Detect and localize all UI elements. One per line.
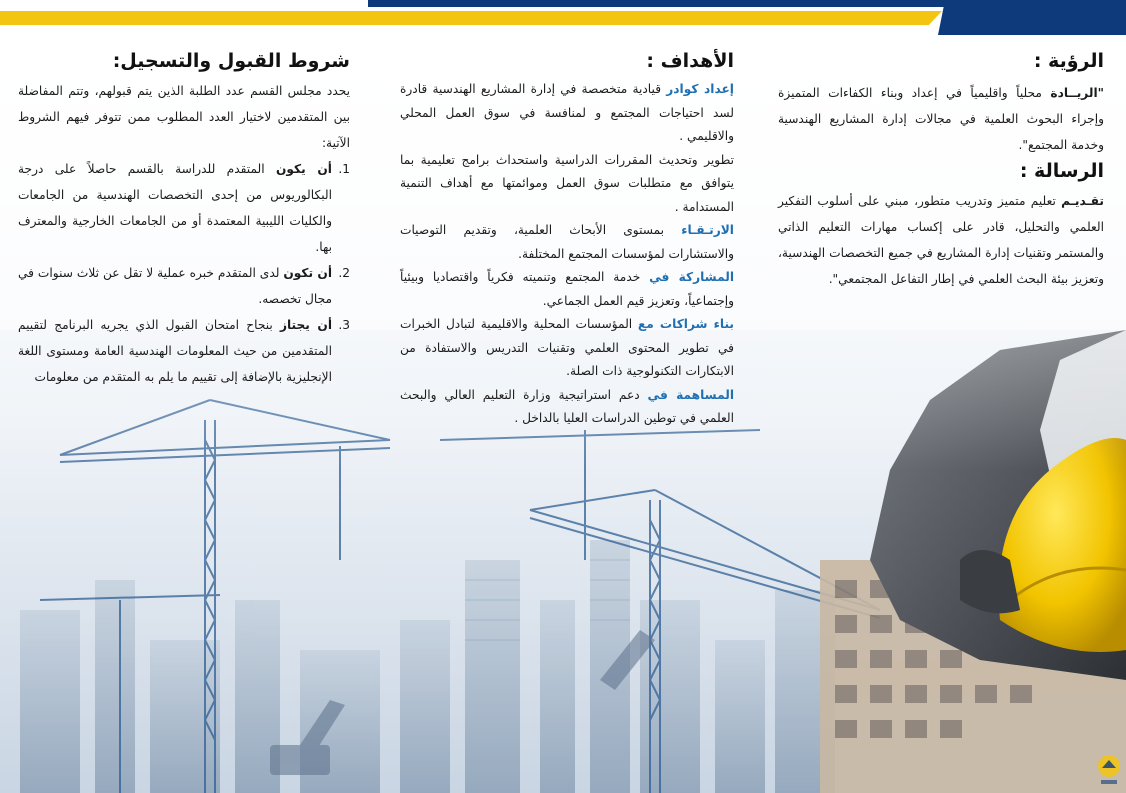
- goal-item: [400, 313, 734, 384]
- goals-heading: الأهداف :: [646, 50, 734, 72]
- goal-item: [400, 149, 734, 220]
- vision-lead: "الريــادة: [1050, 86, 1104, 100]
- admission-intro: يحدد مجلس القسم عدد الطلبة الذين يتم قبولهم، وتتم المفاضلة بين المتقدمين لاختيار العدد المطلوب ممن تتوفر فيهم الشروط الآتية:: [18, 84, 350, 150]
- condition-body: لدى المتقدم خبره عملية لا تقل عن ثلاث سنوات في مجال تخصصه.: [18, 266, 332, 306]
- goal-item: [400, 219, 734, 266]
- goal-body: خدمة المجتمع وتنميته فكرياً واقتصاديا وبيئياً وإجتماعياً، وتعزيز قيم العمل الجماعي.: [400, 270, 734, 308]
- university-logo-icon: [1094, 752, 1124, 788]
- condition-item: [18, 156, 350, 260]
- goal-lead: بناء شراكات مع: [637, 317, 734, 331]
- goals-column: [400, 48, 734, 431]
- condition-item: [18, 260, 350, 312]
- top-navy-corner: [938, 7, 1126, 35]
- vision-body: محلياً واقليمياً في إعداد وبناء الكفاءات المتميزة وإجراء البحوث العلمية في مجالات إدارة المشاريع الهندسية وخدمة المجتمع".: [778, 86, 1104, 152]
- goal-item: [400, 384, 734, 431]
- mission-body: تعليم متميز وتدريب متطور، مبني على أسلوب التفكير العلمي والتحليل، قادر على إكساب مهارات التعليم الذاتي والمستمر وتقنيات إدارة المشاريع في جميع التخصصات الهندسية، وتعزيز بيئة البحث العلمي في إطار التفاعل المجتمعي".: [778, 194, 1104, 286]
- condition-number: 2.: [338, 266, 350, 280]
- goal-body: دعم استراتيجية وزارة التعليم العالي والبحث العلمي في توطين الدراسات العليا بالداخل .: [400, 387, 734, 425]
- top-navy-bar: [368, 0, 1126, 7]
- condition-text: [18, 312, 332, 390]
- condition-item: [18, 312, 350, 390]
- condition-lead: أن يكون: [275, 162, 332, 176]
- goal-lead: المساهمة في: [647, 387, 735, 402]
- goal-body: المؤسسات المحلية والاقليمية لتبادل الخبرات في تطوير المحتوى العلمي وتقنيات التدريس والاستفادة من الابتكارات التكنولوجية ذات الصلة.: [400, 317, 734, 378]
- goal-lead: الارتـقـاء: [681, 223, 734, 237]
- mission-lead: تقـديـم: [1061, 194, 1104, 208]
- vision-text: [778, 80, 1104, 158]
- vision-heading: الرؤية :: [1033, 50, 1104, 72]
- condition-number: 1.: [338, 162, 350, 176]
- goal-body: تطوير وتحديث المقررات الدراسية واستحداث برامج تعليمية بما يتوافق مع متطلبات سوق العمل وموائمتها مع أهداف التنمية المستدامة .: [400, 152, 734, 214]
- condition-text: [18, 156, 332, 260]
- goal-item: [400, 78, 734, 149]
- mission-heading: الرسالة :: [1019, 160, 1104, 182]
- condition-text: [18, 260, 332, 312]
- condition-number: 3.: [338, 318, 350, 332]
- condition-body: بنجاح امتحان القبول الذي يجريه البرنامج لتقييم المتقدمين من حيث المعلومات الهندسية العامة ومستوى اللغة الإنجليزية بالإضافة إلى تقييم ما يلم به المتقدم من معلومات: [18, 318, 332, 384]
- admission-column: [18, 48, 350, 390]
- condition-lead: أن يجتاز: [279, 318, 333, 332]
- goal-lead: المشاركة في: [649, 270, 734, 284]
- goal-lead: إعداد كوادر: [666, 82, 734, 96]
- goal-body: بمستوى الأبحاث العلمية، وتقديم التوصيات والاستشارات لمؤسسات المجتمع المختلفة.: [400, 223, 734, 261]
- goal-body: قيادية متخصصة في إدارة المشاريع الهندسية قادرة لسد احتياجات المجتمع و لمنافسة في سوق العمل المحلي والاقليمي .: [400, 82, 734, 143]
- vision-mission-column: [778, 48, 1104, 292]
- condition-lead: أن تكون: [283, 266, 332, 280]
- condition-body: المتقدم للدراسة بالقسم حاصلاً على درجة البكالوريوس من إحدى التخصصات الهندسية من الجامعات والكليات الليبية المعتمدة أو من الجامعات الخارجية والمعترف بها.: [18, 162, 332, 254]
- top-yellow-bar: [0, 11, 942, 25]
- mission-text: [778, 188, 1104, 292]
- goal-item: [400, 266, 734, 313]
- admission-heading: شروط القبول والتسجيل:: [112, 50, 350, 72]
